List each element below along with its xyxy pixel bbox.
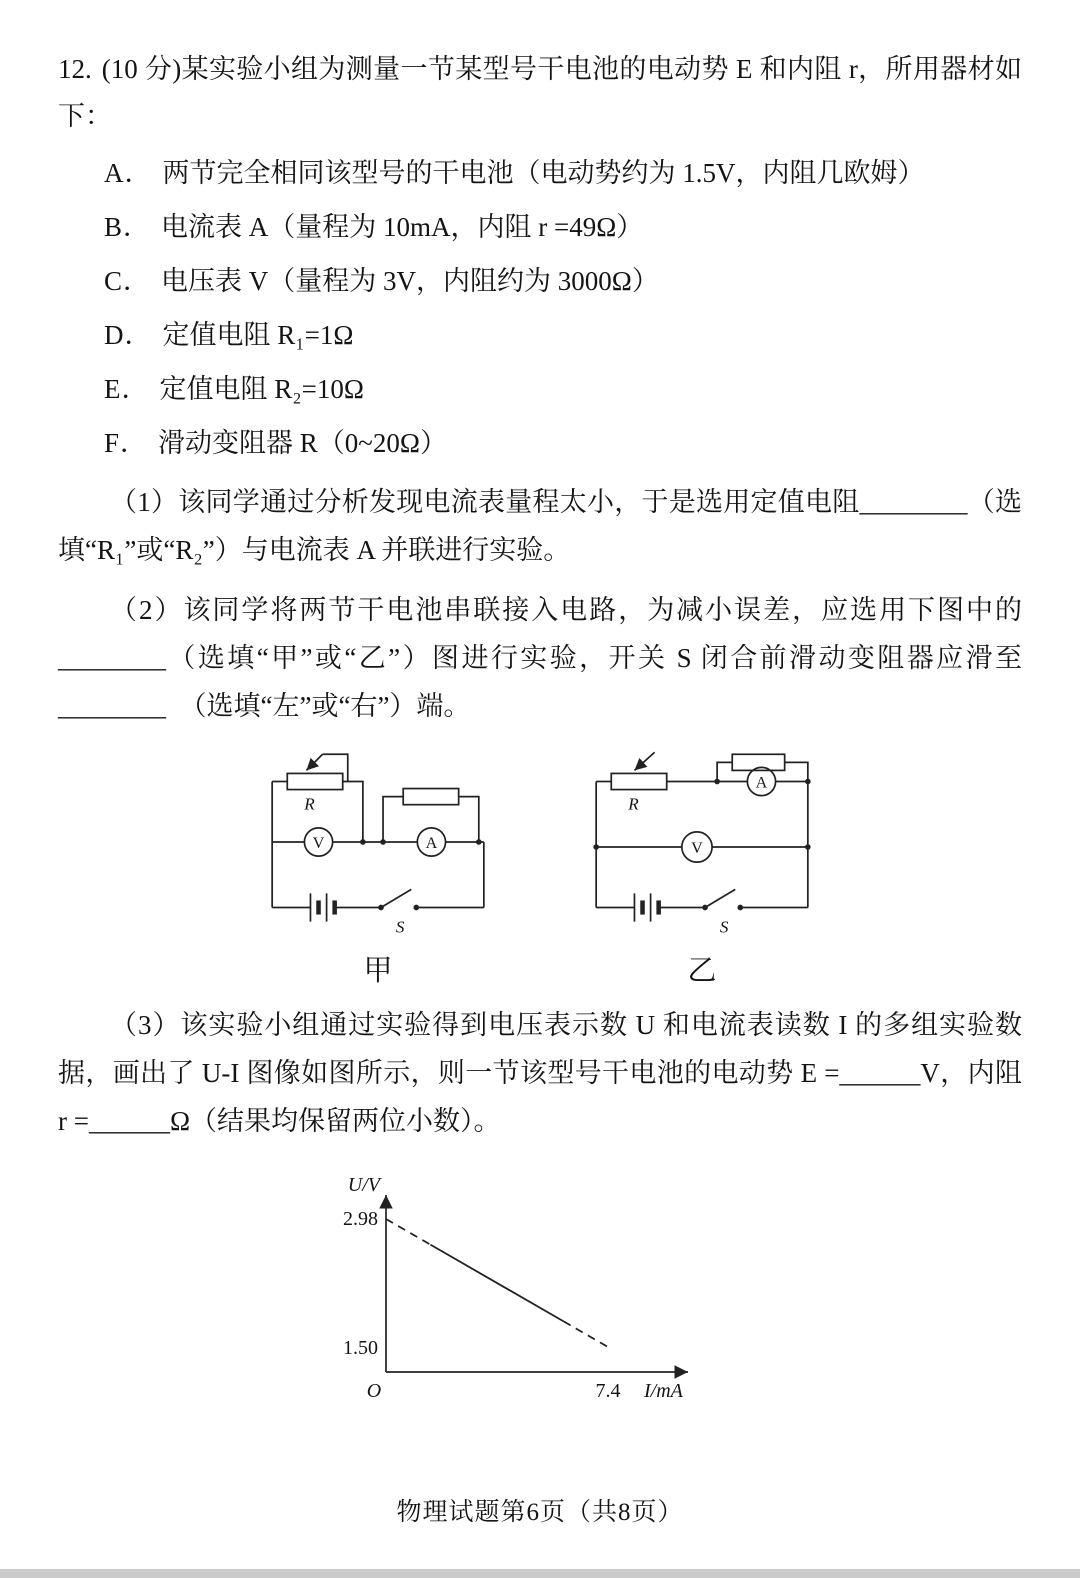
data-line-solid [430, 1245, 563, 1322]
equipment-item-text: 定值电阻 R₁=1Ω [162, 320, 354, 351]
axes [386, 1195, 688, 1372]
circuit-diagram-jia [252, 746, 504, 943]
voltmeter-symbol [304, 828, 332, 856]
data-line-dashed-end [564, 1321, 608, 1347]
ammeter-symbol [747, 767, 775, 795]
ammeter-label: A [755, 774, 768, 792]
rheostat-label: R [628, 794, 639, 814]
voltmeter-symbol [682, 832, 712, 862]
switch-symbol [378, 889, 419, 936]
equipment-item [104, 260, 1022, 303]
equipment-item [104, 314, 1022, 357]
question-header [58, 46, 1022, 141]
equipment-item-text: 滑动变阻器 R（0~20Ω） [158, 428, 447, 459]
slider-arrow [306, 754, 322, 770]
equipment-item-label: A． [104, 157, 153, 188]
ammeter-symbol [417, 828, 445, 856]
part1-paragraph: （1）该同学通过分析发现电流表量程太小，于是选用定值电阻________（选填“R₁”或“R₂”）与电流表 A 并联进行实验。 [58, 486, 1022, 565]
equipment-item-text: 定值电阻 R₂=10Ω [159, 374, 364, 405]
rheostat-symbol [611, 752, 666, 813]
switch-label: S [719, 917, 729, 937]
question-intro: (10 分)某实验小组为测量一节某型号干电池的电动势 E 和内阻 r，所用器材如下： [58, 54, 1022, 132]
footer-page-number: 物理试题第6页（共8页） [396, 1499, 684, 1526]
equipment-item-label: E． [104, 374, 150, 405]
equipment-item [104, 422, 1022, 465]
equipment-item-label: D． [104, 320, 153, 351]
shunt-resistor-symbol [383, 788, 479, 841]
equipment-item-label: C． [104, 265, 152, 296]
equipment-item [104, 368, 1022, 411]
x-tick-7-4: 7.4 [595, 1380, 621, 1402]
data-line-dashed-start [386, 1219, 430, 1245]
voltmeter-label: V [312, 834, 325, 852]
question-number: 12. [58, 54, 92, 84]
part2-paragraph: （2）该同学将两节干电池串联接入电路，为减小误差，应选用下图中的________（选填“甲”或“乙”）图进行实验，开关 S 闭合前滑动变阻器应滑至________ （选填“左”或“右”）端。 [58, 594, 1022, 721]
ui-graph [296, 1167, 726, 1412]
battery-symbol [634, 893, 658, 921]
rheostat-label: R [304, 794, 315, 814]
circuit-diagrams [58, 746, 1022, 989]
equipment-item-text: 两节完全相同该型号的干电池（电动势约为 1.5V，内阻几欧姆） [162, 157, 925, 188]
axis-labels [348, 1174, 684, 1402]
y-tick-2-98: 2.98 [343, 1208, 378, 1230]
ammeter-label: A [425, 834, 438, 852]
y-axis-label: U/V [347, 1174, 380, 1196]
battery-symbol [310, 893, 334, 921]
scan-edge [0, 1569, 1080, 1578]
rheostat-symbol [287, 754, 347, 813]
part3-paragraph: （3）该实验小组通过实验得到电压表示数 U 和电流表读数 I 的多组实验数据，画出了 U-I 图像如图所示，则一节该型号干电池的电动势 E =______V，内阻 r =______Ω（结果均保留两位小数）。 [58, 1009, 1022, 1136]
circuit-figure-yi [576, 746, 828, 989]
origin-label: O [366, 1380, 382, 1402]
circuit-figure-jia [252, 746, 504, 989]
equipment-item [104, 206, 1022, 249]
tick-labels [343, 1208, 621, 1402]
data-line [386, 1219, 608, 1347]
x-axis-label: I/mA [644, 1380, 683, 1402]
equipment-list [58, 152, 1022, 466]
circuit-label-yi: 乙 [687, 954, 717, 987]
circuit-diagram-yi [576, 746, 828, 943]
switch-label: S [395, 917, 405, 937]
ui-graph-figure [296, 1167, 1022, 1417]
equipment-item-label: F． [104, 428, 149, 459]
switch-symbol [702, 889, 743, 936]
y-tick-1-50: 1.50 [343, 1337, 378, 1359]
equipment-item [104, 152, 1022, 195]
equipment-item-label: B． [104, 211, 152, 242]
equipment-item-text: 电压表 V（量程为 3V，内阻约为 3000Ω） [161, 265, 659, 296]
equipment-item-text: 电流表 A（量程为 10mA，内阻 r =49Ω） [161, 211, 644, 242]
slider-arrow [634, 752, 654, 770]
circuit-label-jia: 甲 [363, 954, 393, 987]
voltmeter-label: V [691, 839, 703, 857]
